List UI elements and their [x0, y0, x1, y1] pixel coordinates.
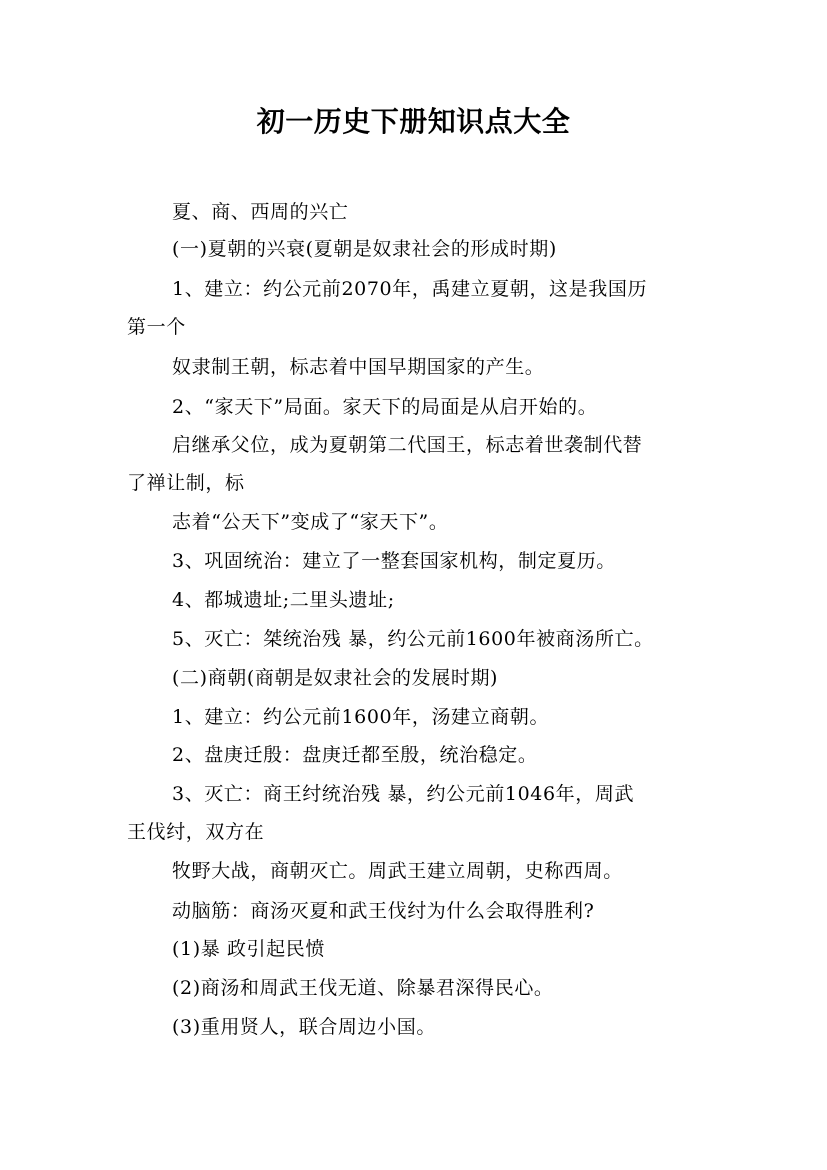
list-item: (3)重用贤人，联合周边小国。	[172, 1016, 436, 1038]
paragraph-line: 志着“公天下”变成了“家天下”。	[172, 511, 449, 533]
paragraph-line: 1、建立：约公元前2070年，禹建立夏朝，这是我国历	[172, 278, 648, 300]
paragraph-line: 5、灭亡：桀统治残 暴，约公元前1600年被商汤所亡。	[172, 628, 654, 650]
paragraph-line: 3、灭亡：商王纣统治残 暴，约公元前1046年，周武	[172, 783, 635, 805]
subsection-heading: (二)商朝(商朝是奴隶社会的发展时期)	[172, 667, 499, 689]
paragraph-line: 了禅让制，标	[127, 472, 245, 494]
paragraph-line: 2、盘庚迁殷：盘庚迁都至殷，统治稳定。	[172, 744, 538, 766]
paragraph-line: 动脑筋：商汤灭夏和武王伐纣为什么会取得胜利?	[172, 900, 595, 922]
paragraph-line: 启继承父位，成为夏朝第二代国王，标志着世袭制代替	[172, 434, 643, 456]
paragraph-line: 牧野大战，商朝灭亡。周武王建立周朝，史称西周。	[172, 860, 623, 882]
paragraph-line: 奴隶制王朝，标志着中国早期国家的产生。	[172, 356, 545, 378]
page-title: 初一历史下册知识点大全	[256, 105, 571, 138]
paragraph-line: 王伐纣，双方在	[127, 821, 265, 843]
paragraph-line: 2、“家天下”局面。家天下的局面是从启开始的。	[172, 396, 598, 418]
paragraph-line: 3、巩固统治：建立了一整套国家机构，制定夏历。	[172, 550, 616, 572]
list-item: (1)暴 政引起民愤	[172, 938, 325, 960]
paragraph-line: 第一个	[127, 316, 186, 338]
paragraph-line: 1、建立：约公元前1600年，汤建立商朝。	[172, 706, 550, 728]
section-heading: 夏、商、西周的兴亡	[172, 201, 349, 223]
subsection-heading: (一)夏朝的兴衰(夏朝是奴隶社会的形成时期)	[172, 238, 557, 260]
paragraph-line: 4、都城遗址;二里头遗址;	[172, 589, 395, 611]
list-item: (2)商汤和周武王伐无道、除暴君深得民心。	[172, 977, 554, 999]
